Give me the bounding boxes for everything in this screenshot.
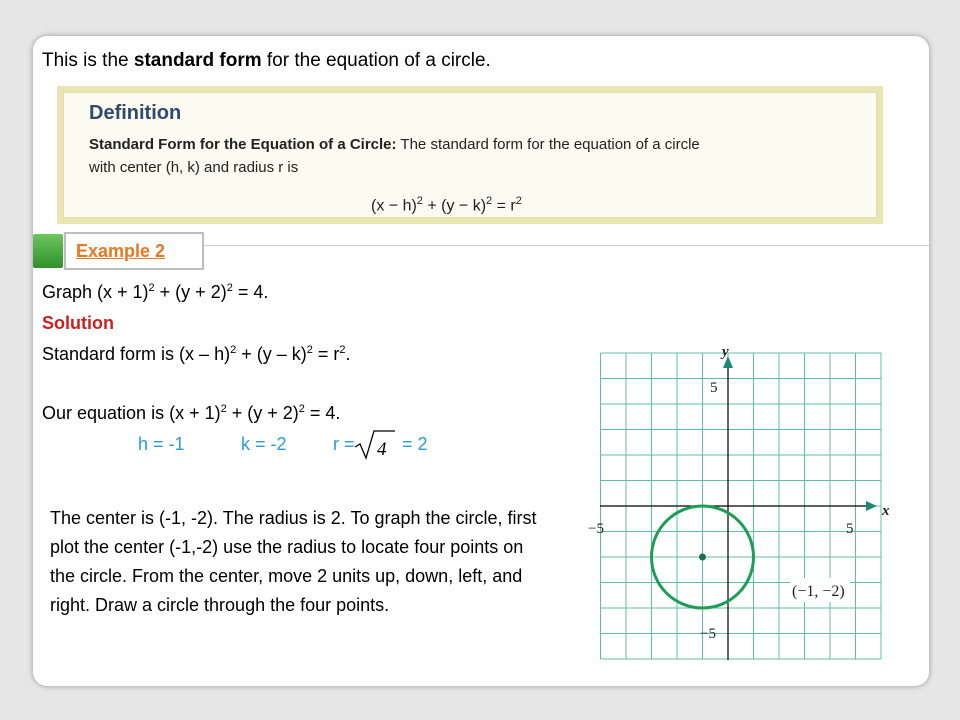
r-result: = 2	[402, 434, 428, 454]
x-axis-arrow-icon	[866, 501, 877, 511]
intro-text: This is the standard form for the equation of a circle.	[42, 50, 491, 71]
definition-title: Definition	[89, 102, 182, 124]
h-value: h = -1	[138, 434, 185, 454]
sqrt-sign-icon	[353, 428, 397, 462]
x-min-label: −5	[588, 521, 604, 537]
example-label: Example 2	[76, 241, 166, 261]
our-equation-line: Our equation is $(x + 1)^2 + (y + 2)^2 = 4$.	[42, 403, 341, 423]
definition-line1: Standard Form for the Equation of a Circle: The standard form for the equation of a circle	[89, 136, 700, 153]
x-axis-label: x	[882, 503, 890, 519]
y-axis-label: y	[722, 344, 729, 360]
definition-equation: $(x - h)^2 + (y - k)^2 = r^2$	[371, 195, 522, 215]
definition-line2: with center (h, k) and radius r is	[89, 159, 299, 176]
standard-form-line: Standard form is $(x - h)^2 + (y - k)^2 = r^2$.	[42, 344, 351, 364]
center-point	[699, 554, 706, 561]
x-max-label: 5	[846, 521, 854, 537]
example-marker	[33, 234, 63, 268]
definition-box	[57, 86, 883, 224]
sqrt-radicand: 4	[377, 439, 387, 460]
example-tab	[64, 232, 204, 270]
solution-heading: Solution	[42, 313, 114, 333]
y-min-label: −5	[700, 626, 716, 642]
explanation-paragraph: The center is (-1, -2). The radius is 2. To graph the circle, first plot the center (-1,-2) use the radius to locate four points on the circle. From the center, move 2 units up, down, left, and right. Draw a circle through the four points.	[50, 508, 537, 615]
r-label: r =	[333, 434, 355, 454]
k-value: k = -2	[241, 434, 287, 454]
graph-instruction: Graph $(x + 1)^2 + (y + 2)^2 = 4$.	[42, 282, 269, 302]
circle-graph	[577, 338, 897, 668]
center-label: (−1, −2)	[792, 583, 845, 600]
y-max-label: 5	[710, 380, 718, 396]
